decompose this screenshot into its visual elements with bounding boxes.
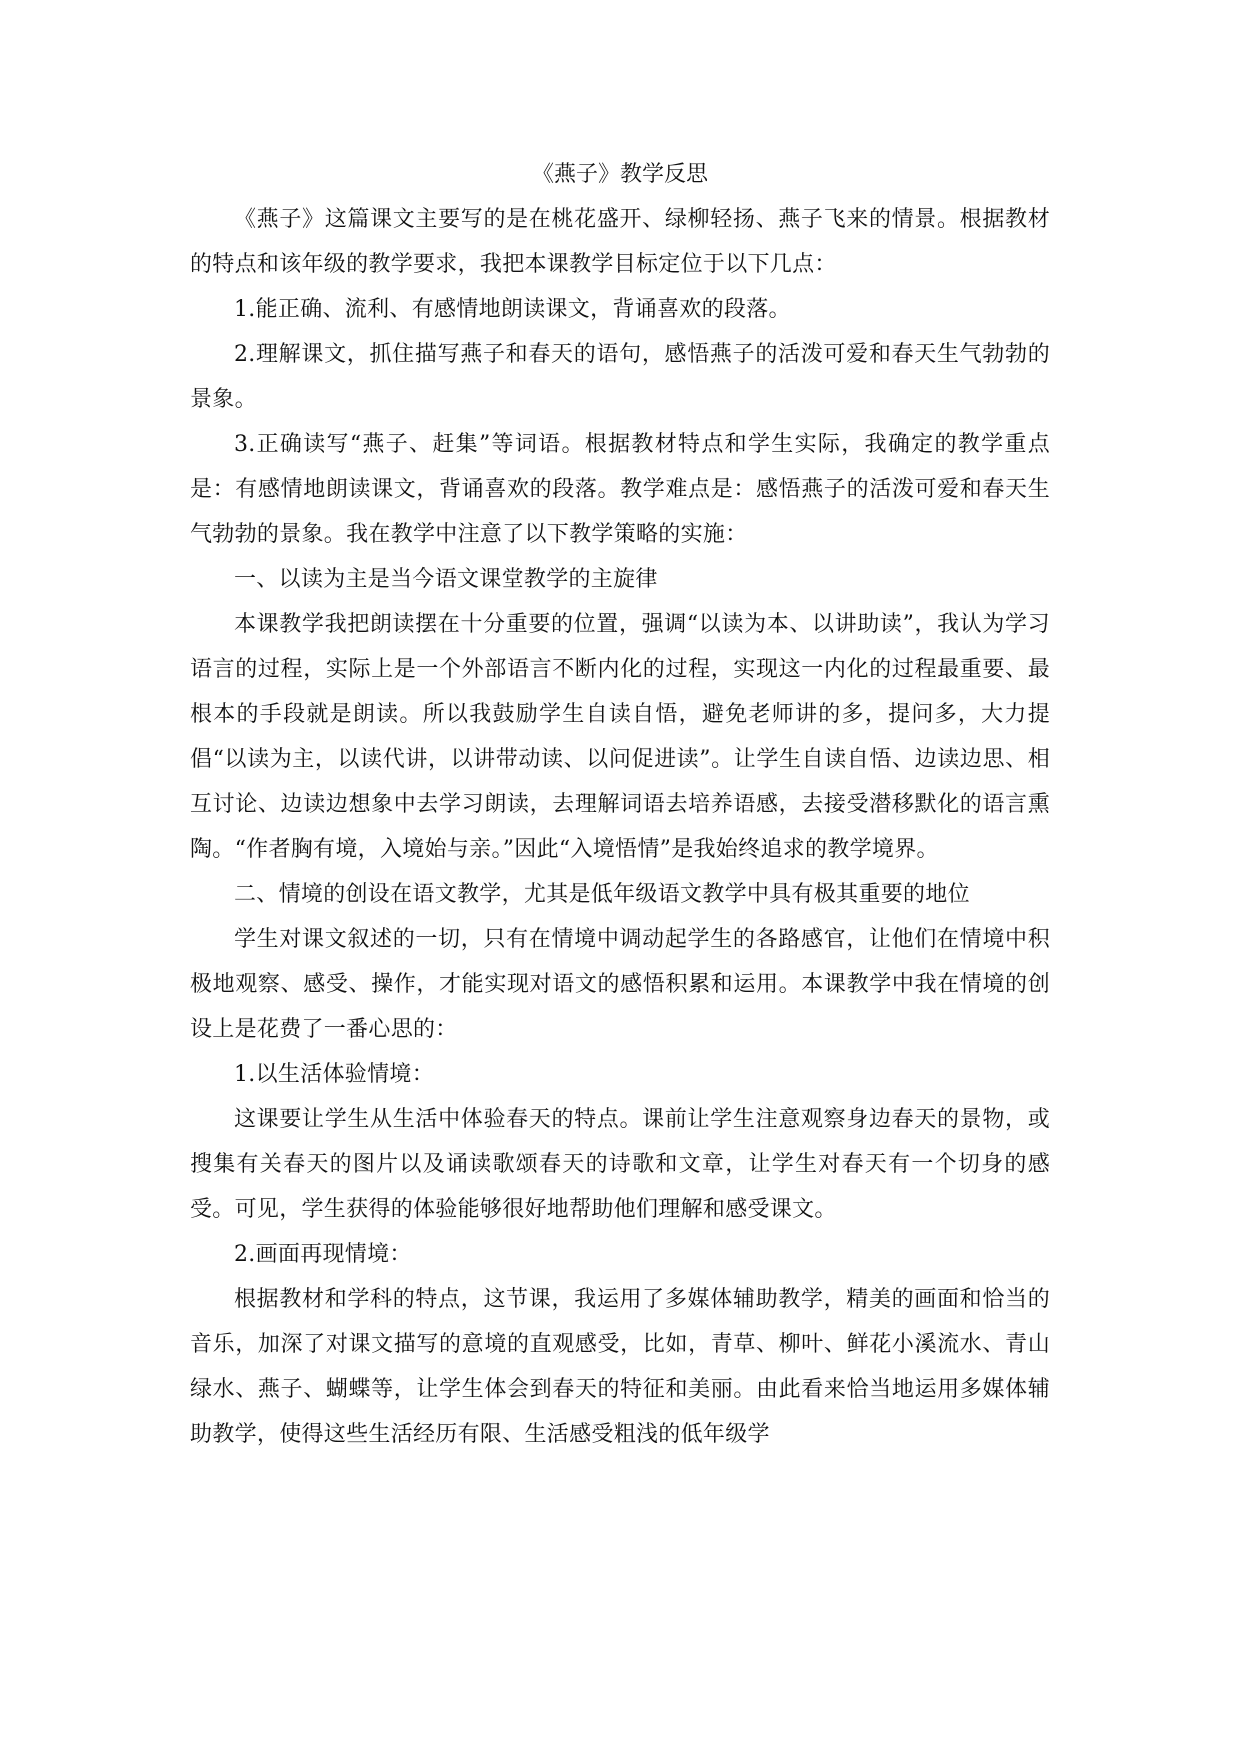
section-heading-2: 二、情境的创设在语文教学，尤其是低年级语文教学中具有极其重要的地位 (234, 882, 970, 907)
document-title: 《燕子》教学反思 (531, 162, 708, 187)
paragraph-goal-3: 3.正确读写“燕子、赶集”等词语。根据教材特点和学生实际，我确定的教学重点是：有感情地朗读课文，背诵喜欢的段落。教学难点是：感悟燕子的活泼可爱和春天生气勃勃的景象。我在教学中注意了以下教学策略的实施： (190, 432, 1050, 547)
document-body (190, 152, 1050, 1457)
paragraph-goal-2: 2.理解课文，抓住描写燕子和春天的语句，感悟燕子的活泼可爱和春天生气勃勃的景象。 (190, 342, 1050, 412)
paragraph-reading: 本课教学我把朗读摆在十分重要的位置，强调“以读为本、以讲助读”，我认为学习语言的过程，实际上是一个外部语言不断内化的过程，实现这一内化的过程最重要、最根本的手段就是朗读。所以我鼓励学生自读自悟，避免老师讲的多，提问多，大力提倡“以读为主，以读代讲，以讲带动读、以问促进读”。让学生自读自悟、边读边思、相互讨论、边读边想象中去学习朗读，去理解词语去培养语感，去接受潜移默化的语言熏陶。“作者胸有境，入境始与亲。”因此“入境悟情”是我始终追求的教学境界。 (190, 612, 1050, 862)
paragraph-life-experience: 这课要让学生从生活中体验春天的特点。课前让学生注意观察身边春天的景物，或搜集有关春天的图片以及诵读歌颂春天的诗歌和文章，让学生对春天有一个切身的感受。可见，学生获得的体验能够很好地帮助他们理解和感受课文。 (190, 1107, 1050, 1222)
paragraph-multimedia: 根据教材和学科的特点，这节课，我运用了多媒体辅助教学，精美的画面和恰当的音乐，加深了对课文描写的意境的直观感受，比如，青草、柳叶、鲜花小溪流水、青山绿水、燕子、蝴蝶等，让学生体会到春天的特征和美丽。由此看来恰当地运用多媒体辅助教学，使得这些生活经历有限、生活感受粗浅的低年级学 (190, 1287, 1050, 1447)
paragraph-goal-1: 1.能正确、流利、有感情地朗读课文，背诵喜欢的段落。 (234, 297, 791, 322)
paragraph-context: 学生对课文叙述的一切，只有在情境中调动起学生的各路感官，让他们在情境中积极地观察、感受、操作，才能实现对语文的感悟积累和运用。本课教学中我在情境的创设上是花费了一番心思的： (190, 927, 1050, 1042)
subheading-picture-scene: 2.画面再现情境： (234, 1242, 412, 1267)
subheading-life-experience: 1.以生活体验情境： (234, 1062, 434, 1087)
section-heading-1: 一、以读为主是当今语文课堂教学的主旋律 (234, 567, 658, 592)
paragraph-intro: 《燕子》这篇课文主要写的是在桃花盛开、绿柳轻扬、燕子飞来的情景。根据教材的特点和该年级的教学要求，我把本课教学目标定位于以下几点： (190, 207, 1050, 277)
